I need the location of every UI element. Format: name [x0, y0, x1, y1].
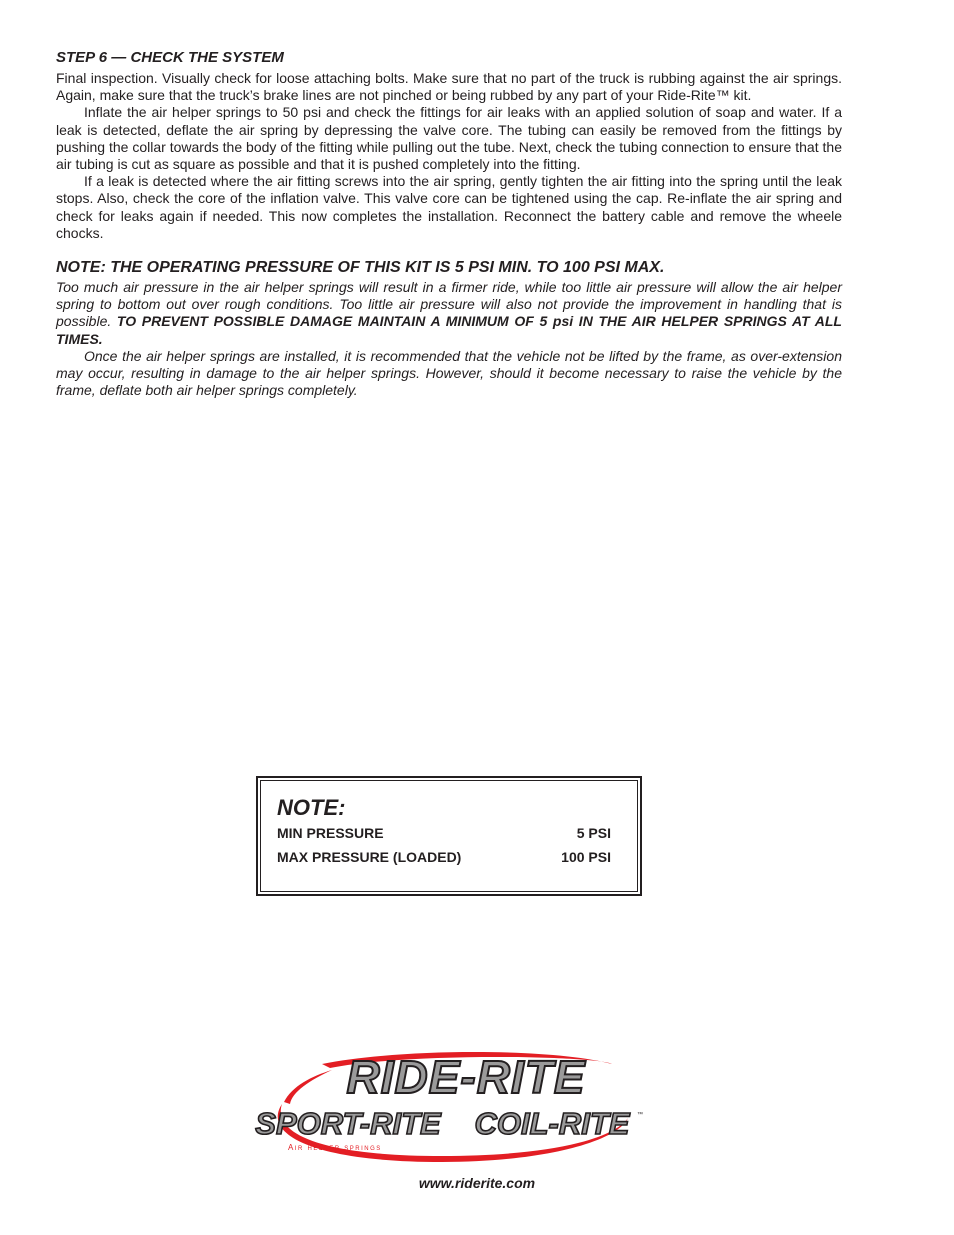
min-pressure-label: MIN PRESSURE: [277, 825, 384, 841]
step6-heading: STEP 6 — CHECK THE SYSTEM: [56, 49, 284, 66]
max-pressure-value: 100 PSI: [561, 849, 611, 865]
pressure-note-text: Too much air pressure in the air helper springs will result in a firmer ride, while too little air pressure will allow the air helper spring to bottom out over rough conditions. Too little air pressure will also not provide the improvement in handling that is possible.: [56, 279, 842, 330]
logo-tagline: Air helper springs: [288, 1143, 382, 1152]
min-pressure-row: [277, 825, 611, 841]
footer-url: www.riderite.com: [418, 1175, 536, 1191]
logo-trademark: ™: [637, 1112, 643, 1118]
logo-sport-rite-text: SPORT-RITE: [255, 1106, 441, 1141]
min-pressure-value: 5 PSI: [576, 825, 611, 841]
pressure-note-box: [256, 776, 642, 896]
pressure-note-paragraph-2: Once the air helper springs are installed, it is recommended that the vehicle not be lifted by the frame, as over-extension may occur, resulting in damage to the air helper springs. However, should it become necessary to raise the vehicle by the frame, deflate both air helper springs completely.: [56, 347, 842, 399]
ride-rite-logo: [252, 1046, 648, 1168]
logo-coil-rite-text: COIL-RITE: [474, 1106, 630, 1141]
pressure-note-heading: NOTE: THE OPERATING PRESSURE OF THIS KIT IS 5 PSI MIN. TO 100 PSI MAX.: [56, 259, 665, 277]
note-box-title: NOTE:: [277, 795, 346, 820]
main-content: [56, 49, 842, 399]
pressure-warning: TO PREVENT POSSIBLE DAMAGE MAINTAIN A MINIMUM OF 5 psi IN THE AIR HELPER SPRINGS AT ALL TIMES.: [56, 313, 842, 347]
step6-paragraph-2: Inflate the air helper springs to 50 psi and check the fittings for air leaks with an applied solution of soap and water. If a leak is detected, deflate the air spring by depressing the valve core. The tubing can easily be removed from the fittings by pushing the collar towards the body of the fitting while pulling out the tube. Next, check the tubing connection to ensure that the air tubing is cut as square as possible and that it is pushed completely into the fitting.: [56, 104, 842, 173]
pressure-note-box-inner: [260, 780, 638, 892]
max-pressure-row: [277, 849, 611, 865]
max-pressure-label: MAX PRESSURE (LOADED): [277, 849, 462, 865]
pressure-note-paragraph-1: [56, 279, 842, 348]
step6-paragraph-3: If a leak is detected where the air fitting screws into the air spring, gently tighten the air fitting into the spring until the leak stops. Also, check the core of the inflation valve. This valve core can be tightened using the cap. Re-inflate the air spring and check for leaks again if needed. This now completes the installation. Reconnect the battery cable and remove the wheele chocks.: [56, 173, 842, 241]
logo-main-text: RIDE-RITE: [346, 1051, 586, 1103]
step6-paragraph-1: Final inspection. Visually check for loose attaching bolts. Make sure that no part of the truck is rubbing against the air springs. Again, make sure that the truck’s brake lines are not pinched or being rubbed by any part of your Ride-Rite™ kit.: [56, 70, 842, 104]
